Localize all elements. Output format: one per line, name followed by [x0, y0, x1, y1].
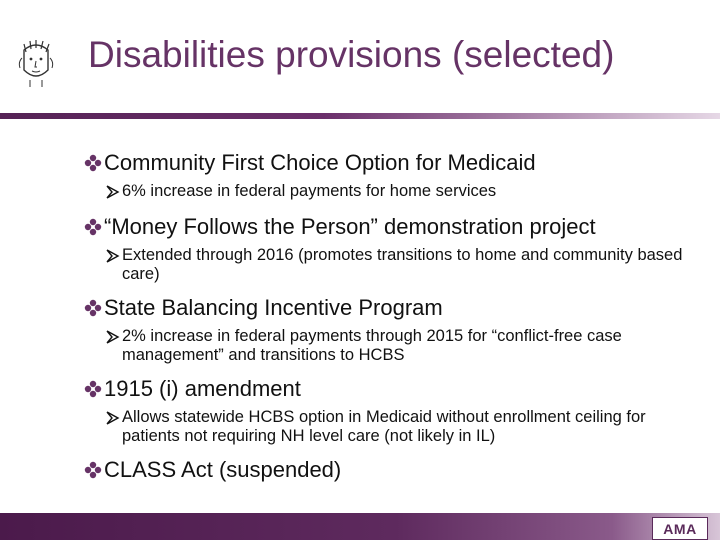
- sub-bullet-text: Extended through 2016 (promotes transitions to home and community based care): [122, 246, 683, 283]
- arrow-bullet-icon: [104, 327, 122, 345]
- footer-bar: [0, 513, 720, 540]
- list-item: [84, 457, 684, 483]
- diamond-bullet-icon: [84, 457, 104, 483]
- bullet-text: Community First Choice Option for Medicaid: [104, 150, 536, 175]
- list-item: [84, 295, 684, 365]
- diamond-bullet-icon: [84, 214, 104, 240]
- diamond-bullet-icon: [84, 150, 104, 176]
- sub-bullet-text: Allows statewide HCBS option in Medicaid without enrollment ceiling for patients not requiring NH level care (not likely in IL): [122, 408, 646, 445]
- bullet-text: “Money Follows the Person” demonstration project: [104, 214, 596, 239]
- sub-bullet-text: 6% increase in federal payments for home services: [122, 182, 497, 200]
- bullet-text: State Balancing Incentive Program: [104, 295, 443, 320]
- list-item: [84, 214, 684, 284]
- bullet-list: [84, 150, 684, 483]
- portrait-logo-icon: [18, 40, 54, 88]
- ama-logo: AMA: [652, 517, 708, 540]
- sub-bullet-text: 2% increase in federal payments through 2015 for “conflict-free case management” and transitions to HCBS: [122, 327, 622, 364]
- list-item: [84, 376, 684, 446]
- bullet-text: CLASS Act (suspended): [104, 457, 342, 482]
- diamond-bullet-icon: [84, 295, 104, 321]
- arrow-bullet-icon: [104, 246, 122, 264]
- diamond-bullet-icon: [84, 376, 104, 402]
- list-item: [84, 150, 684, 201]
- arrow-bullet-icon: [104, 182, 122, 200]
- slide-title: Disabilities provisions (selected): [88, 34, 615, 75]
- title-divider: [0, 113, 720, 119]
- arrow-bullet-icon: [104, 408, 122, 426]
- bullet-text: 1915 (i) amendment: [104, 376, 301, 401]
